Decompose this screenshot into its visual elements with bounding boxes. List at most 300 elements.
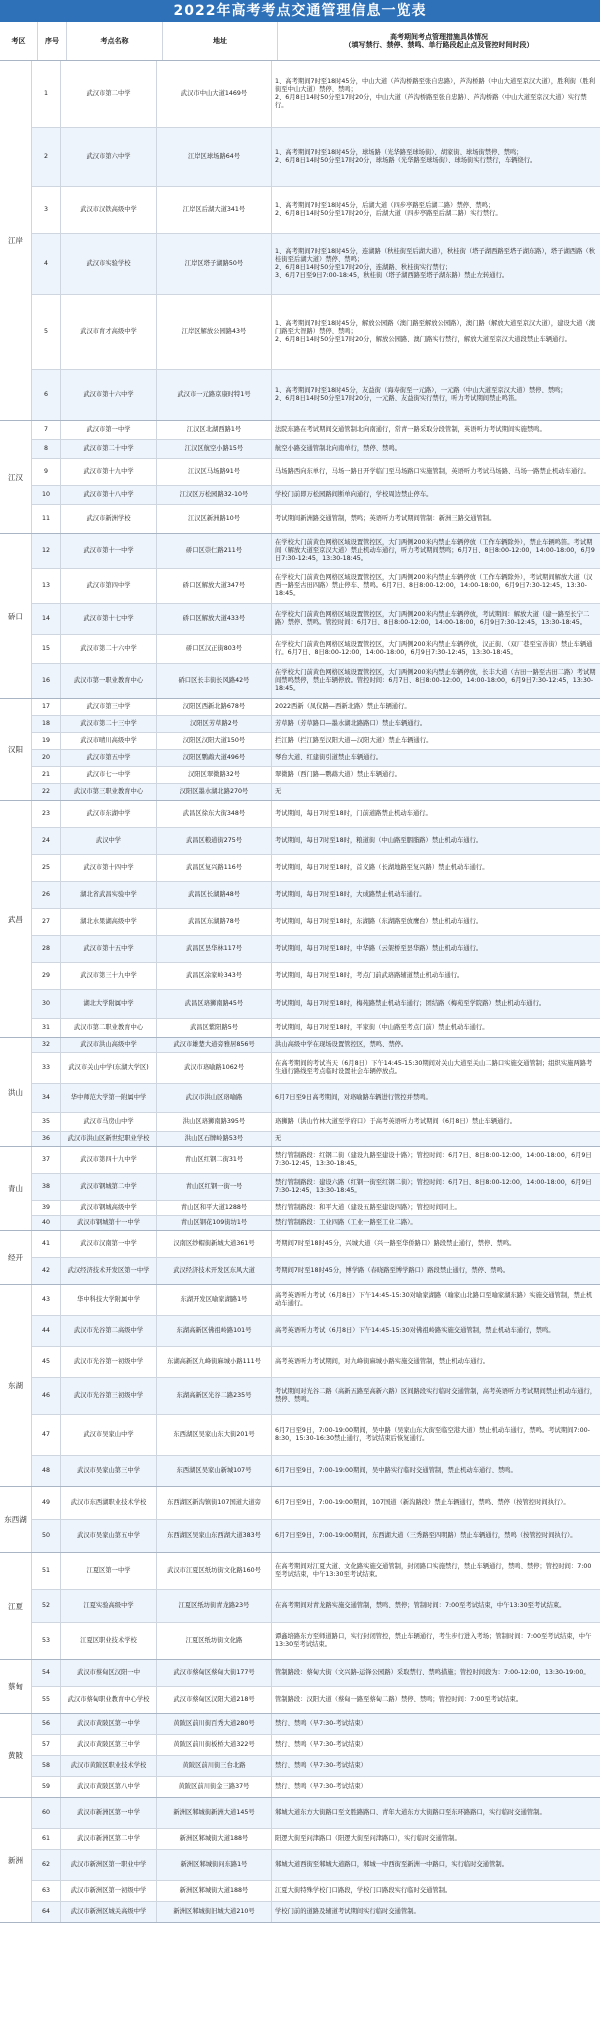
table-row [32,1756,600,1777]
exam-site-name: 武汉市第三十九中学 [61,963,157,989]
traffic-measures: 在学校大门前黄色网格区域设置管控区，大门两侧200米内禁止车辆停放（工作车辆除外），禁止车辆鸣笛。考试期间（解放大道至京汉大道）禁止机动车通行，听力考试期间禁鸣；6月7日、8日8:00-12:00，14:00-18:00，6月9日7:30-12:45，13:30-18:45。 [275,539,595,562]
exam-site-address: 江汉区万松园路32-10号 [157,486,272,504]
table-row [32,1590,600,1623]
traffic-measures: 在学校大门前黄色网格区域设置管控区，大门两侧200米内禁止车辆停放（工作车辆除外），考试期间解放大道（汉西一路至古田四路）禁止停车、禁鸣。6月7日、8日8:00-12:00，14:00-18:00，6月9日7:30-12:45，13:30-18:45。 [275,574,593,597]
exam-site-address: 武昌区东湖路78号 [157,909,272,935]
table-row [32,486,600,505]
exam-site-name: 武汉市光谷第二高级中学 [61,1316,157,1346]
exam-site-name: 武汉市钢城第二中学 [61,1174,157,1200]
exam-site-name: 武汉市钢城高级中学 [61,1201,157,1215]
district-label: 江夏 [0,1553,32,1659]
exam-site-address: 江岸区球场路64号 [157,128,272,186]
traffic-measures: 学校门前的道路及辅道考试期间实行临时交通管制。 [275,1908,420,1915]
row-number: 37 [32,1147,61,1173]
exam-site-address: 武汉市一元路京康时特1号 [157,370,272,420]
traffic-measures: 禁行、禁鸣（早7:30-考试结束） [275,1762,367,1769]
row-number: 63 [32,1881,61,1901]
traffic-measures: 无 [275,788,282,795]
row-number: 48 [32,1456,61,1486]
exam-site-address: 硚口区汉正街803号 [157,635,272,663]
exam-site-name: 湖北省武昌实验中学 [61,882,157,908]
table-row [32,1660,600,1687]
exam-site-address: 新洲区邾城街新洲大道145号 [157,1798,272,1828]
table-row [32,187,600,234]
traffic-measures: 琴台大道、红建街引道禁止车辆通行。 [275,754,383,761]
row-number: 16 [32,664,61,698]
row-number: 7 [32,421,61,439]
table-row [32,440,600,459]
exam-site-name: 湖北水果湖高级中学 [61,909,157,935]
table-row [32,733,600,750]
exam-site-name: 武汉市第十九中学 [61,459,157,485]
exam-site-name: 武汉市钢城第十一中学 [61,1216,157,1230]
row-number: 19 [32,733,61,749]
exam-site-address: 东西湖区吴家山东大街201号 [157,1415,272,1455]
table-row [32,767,600,784]
exam-site-address: 青山区钢花109街坊1号 [157,1216,272,1230]
row-number: 64 [32,1902,61,1922]
header-info-line2: （填写禁行、禁停、禁鸣、单行路段起止点及管控时间时段） [344,41,534,49]
table-row [32,505,600,533]
exam-site-name: 武汉市东湖中学 [61,801,157,827]
district-label: 东湖 [0,1285,32,1486]
exam-site-name: 武汉市育才高级中学 [61,295,157,369]
table-row [32,1378,600,1415]
row-number: 18 [32,716,61,732]
table-row [32,1487,600,1520]
exam-site-address: 江汉区北湖西路1号 [157,421,272,439]
traffic-measures: 管制路段：汉阳大道（蔡甸一路至蔡甸二路）禁停、禁鸣；管控时间：7:00至考试结束。 [275,1696,523,1703]
exam-site-address: 黄陂区前川街板桥大道322号 [157,1735,272,1755]
row-number: 47 [32,1415,61,1455]
traffic-measures: 阳逻大街至问津路口（阳逻大街至问津路口），实行临时交通管制。 [275,1835,461,1842]
table-row [32,1623,600,1659]
row-number: 45 [32,1347,61,1377]
traffic-measures: 考试期间，每日7时至18时，平家街（中山路至考点门前）禁止机动车通行。 [275,1024,489,1031]
district-group [0,1660,600,1714]
district-group [0,1285,600,1487]
traffic-measures: 拦江路（拦江路至汉阳大道—汉阳大道）禁止车辆通行。 [275,737,433,744]
table-row [32,1881,600,1902]
table-row [32,882,600,909]
row-number: 39 [32,1201,61,1215]
table-row [32,936,600,963]
table-row [32,1553,600,1590]
exam-site-name: 武汉市七一中学 [61,767,157,783]
traffic-measures: 禁行、禁鸣（早7:30-考试结束） [275,1741,367,1748]
district-group [0,1553,600,1660]
table-row [32,1231,600,1258]
table-row [32,1850,600,1881]
table-row [32,1316,600,1347]
row-number: 2 [32,128,61,186]
exam-site-address: 黄陂区前川街三台北路 [157,1756,272,1776]
traffic-measures: 考试期间，每日7时至18时，门前道路禁止机动车通行。 [275,810,432,817]
exam-site-address: 东西湖区新沟镇街107国道大道旁 [157,1487,272,1519]
table-row [32,604,600,635]
row-number: 54 [32,1660,61,1686]
table-row [32,1038,600,1053]
table-row [32,664,600,698]
table-row [32,234,600,295]
district-label: 武昌 [0,801,32,1037]
table-row [32,1285,600,1316]
exam-site-address: 武昌区复兴路116号 [157,855,272,881]
exam-site-name: 武汉市黄陂区第三中学 [61,1735,157,1755]
exam-site-name: 武汉市马房山中学 [61,1113,157,1131]
exam-site-address: 武汉市蔡甸区蔡甸大街177号 [157,1660,272,1686]
header-name: 考点名称 [67,22,163,60]
table-row [32,990,600,1019]
traffic-measures: 航空小路交通管制北向南单行，禁停、禁鸣。 [275,445,401,452]
exam-site-name: 武汉市第十六中学 [61,370,157,420]
exam-site-address: 武汉市蔡甸区汉阳大道218号 [157,1687,272,1713]
exam-site-address: 东西湖区吴家山东西湖大道383号 [157,1520,272,1552]
traffic-measures: 考试期间，每日7时至18时，东湖路（东湖路至放鹰台）禁止机动车通行。 [275,918,483,925]
traffic-measures: 考期间7时至18时45分，博学路（春晓路至博学路口）路段禁止通行，禁停、禁鸣。 [275,1267,510,1274]
traffic-measures: 考试期间，每日7时至18时，考点门前武珞路辅道禁止机动车通行。 [275,972,464,979]
row-number: 12 [32,534,61,568]
table-row [32,1132,600,1146]
traffic-measures: 1、高考期间7时至18时45分，连湖路（秋桂街至后湖大道），秋桂街（塔子湖西路至塔子湖东路），塔子湖西路（秋桂街至后湖大道）禁停、禁鸣； 2、6月8日14时50分至17时20分，连湖路、秋桂街实行禁行； 3、6月7日至9日7:00-18:45，秋桂街（塔子湖西路至塔子湖东路）禁止左转通行。 [275,248,595,279]
exam-site-name: 武汉市第十八中学 [61,486,157,504]
exam-site-address: 江夏区纸坊街文化路 [157,1623,272,1659]
district-label: 汉阳 [0,699,32,800]
district-label: 东西湖 [0,1487,32,1552]
traffic-measures: 1、高考期间7时至18时45分，中山大道（芦沟桥路至张自忠路），芦沟桥路（中山大道至京汉大道），胜利街（胜利街至中山大道）禁停、禁鸣； 2、6月8日14时50分至17时20分，中山大道（芦沟桥路至张自忠路）、芦沟桥路（中山大道至京汉大道）实行禁行。 [275,78,595,109]
table-row [32,909,600,936]
table-row [32,1347,600,1378]
row-number: 32 [32,1038,61,1052]
row-number: 17 [32,699,61,715]
exam-site-name: 武汉市新洲区第二中学 [61,1829,157,1849]
exam-site-name: 华中科技大学附属中学 [61,1285,157,1315]
traffic-measures: 芳草路（芳草路口—墨水湖北路路口）禁止车辆通行。 [275,720,427,727]
exam-site-name: 武汉市新洲区第一中学 [61,1798,157,1828]
traffic-measures: 禁行管制路段：红钢二街（建设九路至建设十路）；管控时间：6月7日、8日8:00-12:00，14:00-18:00，6月9日7:30-12:45，13:30-18:45。 [275,1152,592,1167]
traffic-measures: 考期间7时至18时45分，兴城大道（兴一路至华侨路口）路段禁止通行，禁停、禁鸣。 [275,1240,516,1247]
row-number: 6 [32,370,61,420]
exam-site-name: 武汉市第十四中学 [61,855,157,881]
table-row [32,459,600,486]
traffic-measures: 6月7日至9日，7:00-19:00期间，吴中路实行临时交通管制，禁止机动车通行、禁鸣。 [275,1467,517,1474]
traffic-measures: 6月7日至9日，7:00-19:00期间，107国道（新沟路段）禁止车辆通行，禁鸣、禁停（按管控时间执行）。 [275,1499,570,1506]
traffic-measures: 考试期间对光谷二路（高新五路至高新六路）区间路段实行临时交通管制，高考英语听力考试期间禁止机动车通行，禁停、禁鸣。 [275,1388,597,1403]
header-info-line1: 高考期间考点管理措施具体情况 [390,33,488,41]
exam-site-name: 武汉市洪山高级中学 [61,1038,157,1052]
table-row [32,295,600,370]
row-number: 23 [32,801,61,827]
exam-site-name: 武汉市晴川高级中学 [61,733,157,749]
row-number: 46 [32,1378,61,1414]
traffic-measures: 禁行管制路段：工业四路（工业一路至工业二路）。 [275,1219,417,1226]
traffic-measures: 考试期间，每日7时至18时，首义路（长湖地路至复兴路）禁止机动车通行。 [275,864,489,871]
exam-site-address: 青山区红钢一街一号 [157,1174,272,1200]
exam-site-address: 硚口区崇仁路211号 [157,534,272,568]
header-info [278,22,600,60]
exam-site-name: 武汉市蔡甸职业教育中心学校 [61,1687,157,1713]
table-row [32,963,600,990]
exam-site-address: 新洲区邾城街大道188号 [157,1829,272,1849]
traffic-measures: 在学校大门前黄色网格区域设置管控区，大门两侧200米内禁止车辆停放，考试期间：解放大道（建一路至长宁二路）禁停、禁鸣。管控时间：6月7日、8日8:00-12:00，14:00-18:00，6月9日7:30-12:45，13:30-18:45。 [275,611,590,626]
traffic-measures: 无 [275,1135,282,1142]
exam-site-address: 武昌区长湖路48号 [157,882,272,908]
traffic-measures: 2022西新（凤仪路—西新北路）禁止车辆通行。 [275,703,411,710]
table-row [32,1258,600,1284]
traffic-measures: 翠微路（西门路—鹦鹉大道）禁止车辆通行。 [275,771,401,778]
table-row [32,784,600,800]
table-row [32,1113,600,1132]
row-number: 13 [32,569,61,603]
exam-site-name: 武汉市吴家山中学 [61,1415,157,1455]
exam-site-address: 江岸区塔子湖路50号 [157,234,272,294]
exam-site-name: 武汉市第二职业教育中心 [61,1019,157,1037]
exam-site-address: 汉阳区芳草路2号 [157,716,272,732]
row-number: 56 [32,1714,61,1734]
traffic-measures: 禁行、禁鸣（早7:30-考试结束） [275,1783,367,1790]
district-group [0,1147,600,1231]
exam-site-address: 东湖开发区喻家湖路1号 [157,1285,272,1315]
exam-site-name: 武汉市第一职业教育中心 [61,664,157,698]
table-row [32,855,600,882]
exam-site-name: 武汉市光谷第三初级中学 [61,1378,157,1414]
exam-site-address: 武汉市洪山区珞喻路 [157,1084,272,1112]
traffic-measures: 谭鑫培路东方至师道路口，实行封闭管控，禁止车辆通行，考生步行进入考场；管制时间：7:00至考试结束，中午13:30至考试结束。 [275,1633,592,1648]
table-row [32,635,600,664]
exam-site-name: 武汉市第十七中学 [61,604,157,634]
traffic-measures: 6月7日至9日，7:00-19:00期间，东西湖大道（三秀路至四明路）禁止车辆通行，禁鸣（按管控时间执行）。 [275,1532,577,1539]
exam-site-name: 武汉经济技术开发区第一中学 [61,1258,157,1284]
traffic-measures: 在学校大门前黄色网格区域设置管控区，大门两侧200米内禁止车辆停放，汉正街、（双厂巷至宝善街）禁止车辆通行。6月7日、8日8:00-12:00，14:00-18:00，6月9日7:30-12:45，13:30-18:45。 [275,641,593,656]
table-row [32,750,600,767]
traffic-measures: 考试期间，每日7时至18时，粮道街（中山路至胭脂路）禁止机动车通行。 [275,837,483,844]
exam-site-name: 武汉市吴家山第五中学 [61,1520,157,1552]
exam-site-name: 武汉市关山中学(东湖大学区) [61,1053,157,1083]
traffic-measures: 1、高考期间7时至18时45分，解放公园路（澳门路至解放公园路），澳门路（解放大道至京汉大道），建设大道（澳门路至大智路）禁停、禁鸣； 2、6月8日14时50分至17时20分，解放公园路、澳门路实行禁行，解放大道至京汉大道段禁止车辆通行。 [275,320,595,343]
district-group [0,801,600,1038]
row-number: 30 [32,990,61,1018]
header-address: 地址 [163,22,278,60]
traffic-measures: 高考英语听力考试（6月8日）下午14:45-15:30对喻家湖路（喻家山北路口至喻家湖东路）实施交通管制，禁止机动车通行。 [275,1292,593,1307]
exam-site-address: 汉阳区西新北路678号 [157,699,272,715]
row-number: 25 [32,855,61,881]
row-number: 62 [32,1850,61,1880]
table-row [32,1687,600,1713]
district-label: 江汉 [0,421,32,533]
row-number: 31 [32,1019,61,1037]
row-number: 3 [32,187,61,233]
row-number: 58 [32,1756,61,1776]
row-number: 59 [32,1777,61,1797]
district-label: 蔡甸 [0,1660,32,1713]
traffic-measures: 法院东路在考试期间交通管制北向南通行，常青一路采取分段管制，英语听力考试期间实施禁鸣。 [275,426,546,433]
row-number: 61 [32,1829,61,1849]
table-row [32,1714,600,1735]
district-label: 青山 [0,1147,32,1230]
table-row [32,1216,600,1230]
exam-site-name: 江夏区职业技术学校 [61,1623,157,1659]
row-number: 29 [32,963,61,989]
traffic-measures: 6月7日至9日高考期间，对珞喻路车辆进行管控并禁鸣。 [275,1094,432,1101]
row-number: 36 [32,1132,61,1146]
row-number: 49 [32,1487,61,1519]
traffic-measures: 考试期间新洲路交通管制，禁鸣；英语听力考试期间管制：新洲三路交通管制。 [275,515,496,522]
row-number: 51 [32,1553,61,1589]
traffic-measures: 禁行管制路段：建设六路（红钢一街至红钢二街）；管控时间：6月7日、8日8:00-12:00，14:00-18:00，6月9日7:30-12:45，13:30-18:45。 [275,1179,592,1194]
row-number: 34 [32,1084,61,1112]
exam-site-address: 新洲区邾城街旧城大道210号 [157,1902,272,1922]
traffic-measures: 6月7日至9日，7:00-19:00期间，吴中路（吴家山东大街至临空港大道）禁止机动车通行，禁鸣。考试期间7:00-8:30，15:30-16:30禁止通行，考试结束后恢复通行。 [275,1427,590,1442]
table-row [32,1019,600,1037]
exam-site-address: 江汉区航空小路15号 [157,440,272,458]
exam-site-address: 武汉经济技术开发区东风大道 [157,1258,272,1284]
exam-site-address: 武汉市中山大道1469号 [157,61,272,127]
district-label: 经开 [0,1231,32,1284]
exam-site-name: 武汉市第二十中学 [61,440,157,458]
row-number: 10 [32,486,61,504]
exam-site-name: 武汉市第六中学 [61,128,157,186]
table-row [32,801,600,828]
table-row [32,1735,600,1756]
exam-site-name: 武汉市汉铁高级中学 [61,187,157,233]
table-row [32,1520,600,1552]
row-number: 41 [32,1231,61,1257]
exam-site-name: 武汉市第三职业教育中心 [61,784,157,800]
exam-site-name: 武汉市汉南第一中学 [61,1231,157,1257]
row-number: 5 [32,295,61,369]
traffic-measures: 高考英语听力考试（6月8日）下午14:45-15:30对佛祖岭路实施交通管制，禁止机动车通行，禁鸣。 [275,1327,555,1334]
traffic-measures: 禁行管制路段：和平大道（建设五路至建设四路）；管控时间同上。 [275,1204,461,1211]
district-group [0,61,600,421]
exam-site-address: 武汉市珞喻路1062号 [157,1053,272,1083]
district-label: 洪山 [0,1038,32,1146]
district-label: 江岸 [0,61,32,420]
table-row [32,1902,600,1922]
exam-site-name: 武汉市第十一中学 [61,534,157,568]
table-row [32,128,600,187]
header-no: 序号 [38,22,67,60]
exam-site-name: 武汉市第二十三中学 [61,716,157,732]
exam-site-address: 汉南区纱帽街新城大道361号 [157,1231,272,1257]
row-number: 24 [32,828,61,854]
table-row [32,1777,600,1797]
exam-site-name: 武汉市第五中学 [61,750,157,766]
district-group [0,534,600,699]
table-row [32,61,600,128]
traffic-measures: 江夏大街特殊学校门口路段，学校门口路段实行临时交通管制。 [275,1887,452,1894]
district-group [0,421,600,534]
exam-site-address: 硚口区解放大道433号 [157,604,272,634]
district-group [0,1487,600,1553]
exam-site-name: 武汉市新洲区第一职业中学 [61,1850,157,1880]
exam-site-address: 青山区红钢二街31号 [157,1147,272,1173]
exam-site-address: 武昌区涂家岭343号 [157,963,272,989]
district-group [0,1714,600,1798]
exam-site-address: 汉阳区翠微路32号 [157,767,272,783]
table-row [32,1456,600,1486]
exam-site-address: 黄陂区前川街金三路37号 [157,1777,272,1797]
exam-site-address: 汉阳区汉阳大道150号 [157,733,272,749]
exam-site-name: 武汉市黄陂区第一中学 [61,1714,157,1734]
exam-site-address: 硚口区解放大道347号 [157,569,272,603]
exam-site-name: 武汉市蔡甸区汉阳一中 [61,1660,157,1686]
row-number: 26 [32,882,61,908]
traffic-measures: 考试期间，每日7时至18时，梅苑路禁止机动车通行；团结路（梅苑至学院路）禁止机动车通行。 [275,1000,546,1007]
row-number: 4 [32,234,61,294]
exam-site-address: 东湖高新区九峰街麻城小路111号 [157,1347,272,1377]
table-row [32,699,600,716]
row-number: 21 [32,767,61,783]
header-district: 考区 [0,22,38,60]
table-row [32,1084,600,1113]
exam-site-name: 武汉市黄陂区第八中学 [61,1777,157,1797]
table-row [32,1147,600,1174]
exam-site-name: 武汉市新洲学校 [61,505,157,533]
exam-site-name: 武汉市第一中学 [61,421,157,439]
table-row [32,1798,600,1829]
row-number: 1 [32,61,61,127]
row-number: 35 [32,1113,61,1131]
exam-site-address: 武汉市雄楚大道旁雅居856号 [157,1038,272,1052]
traffic-measures: 在高考期间的考试当天（6月8日）下午14:45-15:30期间对关山大道至关山二路口实施交通管制；组织实施两路考生通行路线至考点临时设置社会车辆停放点。 [275,1060,593,1075]
table-row [32,1201,600,1216]
row-number: 40 [32,1216,61,1230]
traffic-measures: 管制路段：蔡甸大街（文兴路-运锋公园路）采取禁行、禁鸣措施；管控时间段为：7:00-12:00，13:30-19:00。 [275,1669,590,1676]
traffic-measures: 考试期间，每日7时至18时，中华路（云架桥至昙华路）禁止机动车通行。 [275,945,483,952]
table-row [32,1415,600,1456]
exam-site-address: 武昌区紫阳路5号 [157,1019,272,1037]
exam-site-name: 武汉中学 [61,828,157,854]
traffic-measures: 在学校大门前黄色网格区域设置管控区，大门两侧200米内禁止车辆停放，长丰大道（古田一路至古田二路）考试期间禁鸣禁停，禁止车辆停放。管控时间：6月7日、8日8:00-12:00，14:00-18:00，6月9日7:30-12:45，13:30-18:45。 [275,669,596,692]
exam-site-name: 武汉市光谷第一初级中学 [61,1347,157,1377]
exam-site-name: 江夏实验高级中学 [61,1590,157,1622]
table-header [0,22,600,61]
district-group [0,699,600,801]
exam-site-address: 汉阳区墨水湖北路270号 [157,784,272,800]
row-number: 20 [32,750,61,766]
exam-site-address: 武昌区珞狮南路45号 [157,990,272,1018]
row-number: 43 [32,1285,61,1315]
exam-site-address: 东湖高新区光谷二路235号 [157,1378,272,1414]
traffic-measures: 考试期间，每日7时至18时，大成路禁止机动车通行。 [275,891,426,898]
district-group [0,1798,600,1923]
exam-site-address: 青山区和平大道1288号 [157,1201,272,1215]
exam-site-name: 武汉市第三中学 [61,699,157,715]
row-number: 42 [32,1258,61,1284]
exam-site-name: 武汉市洪山区新世纪职业学校 [61,1132,157,1146]
row-number: 15 [32,635,61,663]
exam-site-address: 武昌区昙华林117号 [157,936,272,962]
row-number: 57 [32,1735,61,1755]
traffic-measures: 邾城大道西街至邾城大道路口，邾城一中西街至新洲一中路口，实行临时交通管制。 [275,1861,508,1868]
exam-site-address: 江岸区解放公园路43号 [157,295,272,369]
traffic-measures: 在高考期间对青龙路实施交通管制，禁鸣、禁停；管制时间：7:00至考试结束，中午13:30至考试结束。 [275,1602,566,1609]
exam-site-name: 武汉市第四十九中学 [61,1147,157,1173]
row-number: 38 [32,1174,61,1200]
exam-site-address: 洪山区石牌岭路53号 [157,1132,272,1146]
exam-site-address: 东西湖区吴家山新城107号 [157,1456,272,1486]
exam-site-name: 武汉市东西湖职业技术学校 [61,1487,157,1519]
table-row [32,421,600,440]
traffic-measures: 学校门前即万松园路间断单向通行，学校周边禁止停车。 [275,491,433,498]
exam-site-address: 黄陂区前川街百秀大道280号 [157,1714,272,1734]
district-group [0,1231,600,1285]
exam-site-address: 武昌区徐东大街348号 [157,801,272,827]
exam-site-address: 汉阳区鹦鹉大道496号 [157,750,272,766]
table-row [32,569,600,604]
exam-site-address: 武汉市江夏区纸坊街文化路160号 [157,1553,272,1589]
table-row [32,370,600,420]
